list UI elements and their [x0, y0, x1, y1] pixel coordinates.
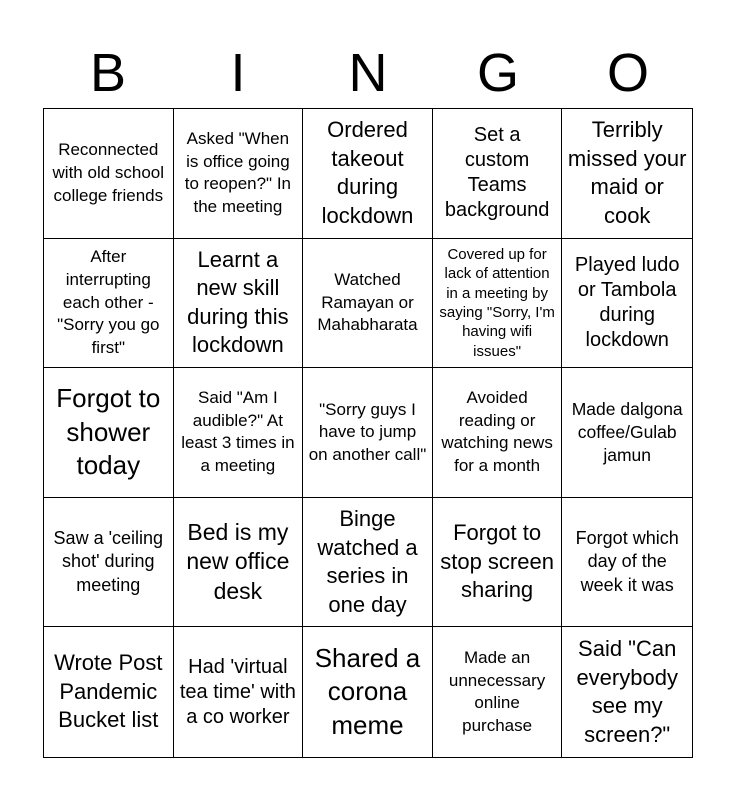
bingo-cell[interactable] — [44, 368, 174, 498]
bingo-cell[interactable] — [174, 627, 304, 757]
bingo-header — [43, 38, 693, 108]
cell-text: Terribly missed your maid or cook — [567, 117, 687, 228]
bingo-cell[interactable] — [433, 239, 563, 369]
bingo-cell[interactable] — [562, 109, 692, 239]
bingo-cell[interactable] — [44, 498, 174, 628]
cell-text: Learnt a new skill during this lockdown — [187, 246, 289, 358]
bingo-cell[interactable] — [174, 239, 304, 369]
cell-text: Covered up for lack of attention in a meeting by saying "Sorry, I'm having wifi issues" — [439, 245, 555, 360]
bingo-cell[interactable] — [44, 627, 174, 757]
bingo-cell[interactable] — [303, 498, 433, 628]
cell-text: Had 'virtual tea time' with a co worker — [179, 655, 296, 728]
cell-text: After interrupting each other - "Sorry you go first" — [57, 247, 160, 357]
bingo-cell[interactable] — [303, 368, 433, 498]
cell-text: Played ludo or Tambola during lockdown — [574, 253, 680, 351]
cell-text: Binge watched a series in one day — [317, 505, 418, 617]
bingo-cell[interactable] — [562, 627, 692, 757]
cell-text: Forgot which day of the week it was — [575, 528, 679, 595]
bingo-cell[interactable] — [174, 498, 304, 628]
bingo-cell[interactable] — [562, 498, 692, 628]
bingo-cell[interactable] — [44, 109, 174, 239]
bingo-cell[interactable] — [433, 109, 563, 239]
bingo-cell[interactable] — [303, 239, 433, 369]
header-letter-b: B — [89, 43, 127, 103]
bingo-cell[interactable] — [303, 109, 433, 239]
bingo-cell[interactable] — [303, 627, 433, 757]
header-letter-g: G — [476, 43, 519, 103]
cell-text: Made dalgona coffee/Gulab jamun — [571, 399, 683, 465]
header-letter-i: I — [230, 43, 246, 103]
cell-text: Forgot to shower today — [56, 382, 161, 481]
cell-text: Said "Can everybody see my screen?" — [576, 636, 678, 747]
cell-text: Ordered takeout during lockdown — [321, 117, 414, 228]
header-letter-o: O — [606, 43, 649, 103]
cell-text: Saw a 'ceiling shot' during meeting — [53, 528, 164, 595]
header-letter-n: N — [348, 43, 388, 103]
bingo-cell[interactable] — [562, 239, 692, 369]
cell-text: Made an unnecessary online purchase — [448, 647, 546, 735]
bingo-board — [43, 108, 693, 758]
bingo-cell[interactable] — [433, 498, 563, 628]
cell-text: Set a custom Teams background — [444, 124, 550, 222]
bingo-cell[interactable] — [433, 627, 563, 757]
cell-text: Forgot to stop screen sharing — [440, 520, 554, 603]
cell-text: Reconnected with old school college friends — [52, 140, 165, 205]
cell-text: Shared a corona meme — [314, 642, 421, 741]
bingo-cell[interactable] — [44, 239, 174, 369]
cell-text: "Sorry guys I have to jump on another call" — [308, 399, 427, 464]
bingo-cell[interactable] — [562, 368, 692, 498]
cell-text: Watched Ramayan or Mahabharata — [317, 269, 418, 335]
bingo-cell[interactable] — [174, 368, 304, 498]
bingo-cell[interactable] — [174, 109, 304, 239]
cell-text: Asked "When is office going to reopen?" In the meeting — [184, 129, 291, 216]
cell-text: Said "Am I audible?" At least 3 times in a meeting — [181, 388, 295, 476]
cell-text: Avoided reading or watching news for a month — [441, 388, 553, 476]
cell-text: Wrote Post Pandemic Bucket list — [54, 650, 163, 733]
cell-text: Bed is my new office desk — [186, 518, 290, 604]
bingo-cell[interactable] — [433, 368, 563, 498]
